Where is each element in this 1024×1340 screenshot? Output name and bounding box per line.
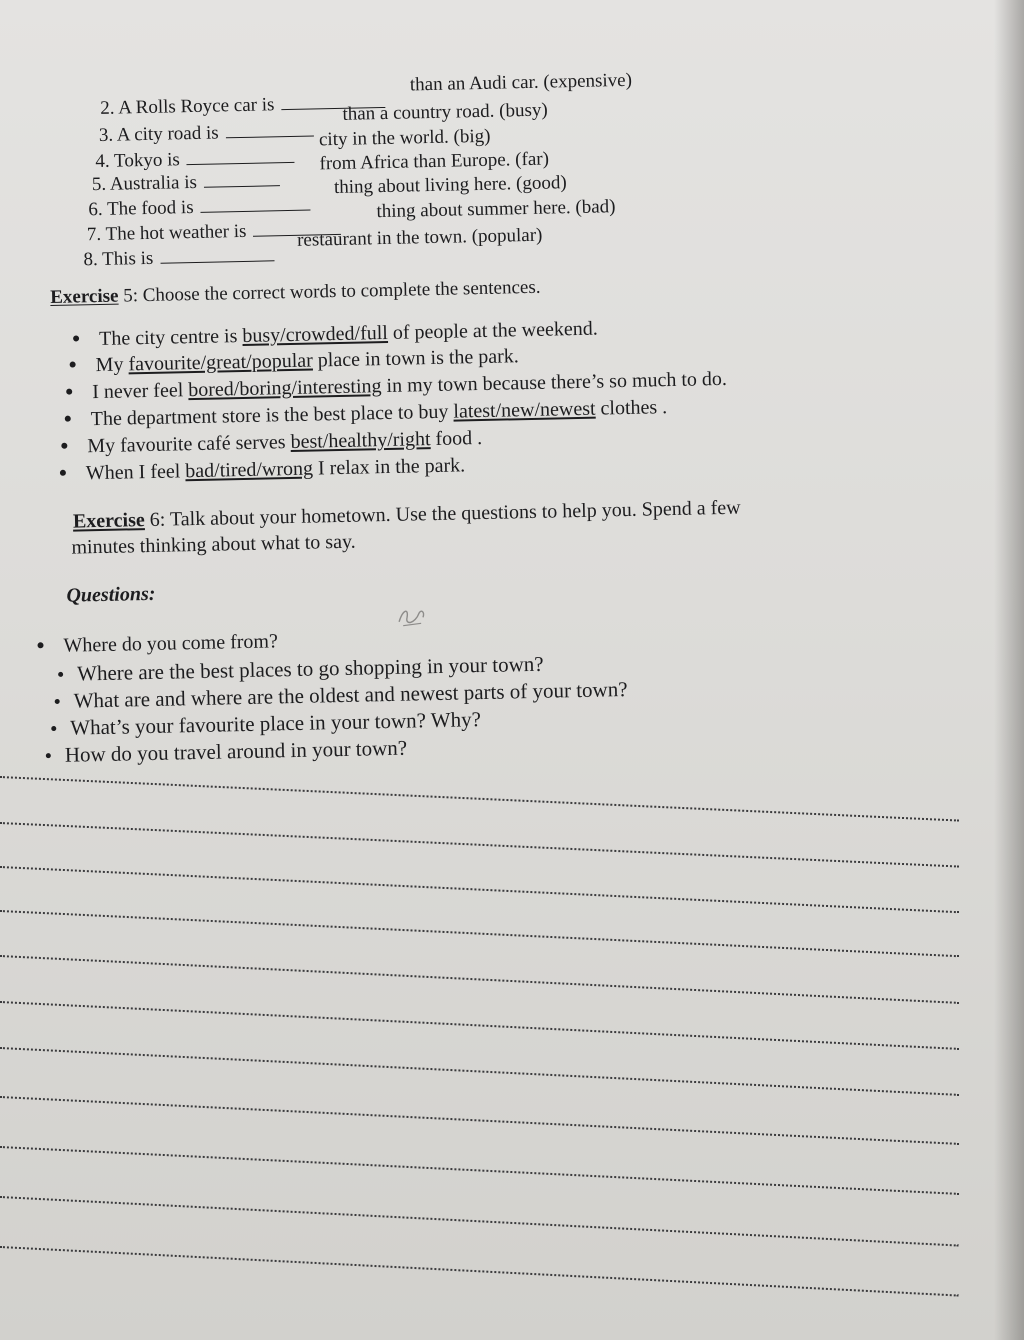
answer-blank xyxy=(225,134,313,138)
word-options: busy/crowded/full xyxy=(242,321,389,347)
question-item: What’s your favourite place in your town? Why? xyxy=(51,707,481,741)
answer-blank xyxy=(187,161,295,165)
sentence-start: A city road is xyxy=(116,122,219,146)
item-number: 6. xyxy=(88,198,103,221)
sentence-4-end: city in the world. (big) xyxy=(318,125,491,151)
pencil-mark-icon xyxy=(395,603,430,630)
bullet-icon xyxy=(37,643,43,649)
exercise-5-title: Exercise xyxy=(50,285,119,309)
word-options: best/healthy/right xyxy=(290,428,431,454)
item-number: 3. xyxy=(98,124,114,146)
sentence-8-end: restaurant in the town. (popular) xyxy=(296,224,543,251)
sentence-4 xyxy=(95,147,299,173)
bullet-icon xyxy=(70,362,76,368)
item-number: 2. xyxy=(100,97,115,119)
sentence-8 xyxy=(83,245,278,271)
sentence-3-end: than a country road. (busy) xyxy=(342,99,548,125)
word-options: bored/boring/interesting xyxy=(188,375,382,402)
sentence-start: Australia is xyxy=(109,171,198,195)
bullet-icon xyxy=(60,470,66,476)
item-number: 8. xyxy=(83,249,98,271)
bullet-icon xyxy=(46,753,51,758)
exercise-5-item: My favourite/great/popular place in town is the park. xyxy=(69,345,519,377)
sentence-start: This is xyxy=(101,247,154,270)
exercise-5-item: My favourite café serves best/healthy/right food . xyxy=(61,427,482,459)
answer-blank xyxy=(200,209,310,213)
bullet-icon xyxy=(55,699,60,704)
page-edge-shadow xyxy=(994,0,1024,1340)
sentence-7-end: thing about summer here. (bad) xyxy=(376,196,616,223)
bullet-icon xyxy=(73,336,79,342)
sentence-start: The food is xyxy=(106,196,194,220)
exercise-6-heading xyxy=(73,497,741,534)
exercise-5-heading xyxy=(50,277,541,309)
exercise-5-item: When I feel bad/tired/wrong I relax in the park. xyxy=(60,454,466,485)
word-options: bad/tired/wrong xyxy=(185,457,314,483)
item-number: 4. xyxy=(95,150,110,173)
sentence-2-end: than an Audi car. (expensive) xyxy=(409,69,633,96)
bullet-icon xyxy=(65,416,71,422)
question-item: How do you travel around in your town? xyxy=(46,736,408,769)
answer-blank xyxy=(204,184,280,188)
exercise-5-instruction: 5: Choose the correct words to complete the sentences. xyxy=(123,276,541,307)
exercise-5-item: I never feel bored/boring/interesting in my town because there’s so much to do. xyxy=(66,368,727,405)
answer-blank xyxy=(160,259,274,263)
sentence-start: A Rolls Royce car is xyxy=(118,94,275,119)
question-item: Where do you come from? xyxy=(37,630,278,658)
exercise-5-item: The city centre is busy/crowded/full of people at the weekend. xyxy=(73,318,598,352)
sentence-6-end: thing about living here. (good) xyxy=(333,172,567,199)
exercise-6-instruction-line-2: minutes thinking about what to say. xyxy=(71,530,356,559)
exercise-6-title: Exercise xyxy=(72,509,145,533)
bullet-icon xyxy=(51,726,56,731)
bullet-icon xyxy=(66,389,72,395)
questions-label: Questions: xyxy=(66,582,156,607)
item-number: 7. xyxy=(86,223,102,246)
word-options: favourite/great/popular xyxy=(128,349,314,376)
sentence-start: Tokyo is xyxy=(113,149,180,172)
bullet-icon xyxy=(58,672,63,677)
sentence-5-end: from Africa than Europe. (far) xyxy=(319,148,550,175)
sentence-5 xyxy=(92,170,284,196)
exercise-6-instruction: 6: Talk about your hometown. Use the questions to help you. Spend a few xyxy=(149,496,741,531)
item-number: 5. xyxy=(91,173,107,196)
sentence-6 xyxy=(88,194,314,221)
word-options: latest/new/newest xyxy=(453,397,596,423)
question-item: What are and where are the oldest and newest parts of your town? xyxy=(54,677,627,714)
sentence-3 xyxy=(99,120,318,147)
sentence-start: The hot weather is xyxy=(105,220,247,245)
exercise-5-item: The department store is the best place to buy latest/new/newest clothes . xyxy=(65,396,668,432)
question-item: Where are the best places to go shopping in your town? xyxy=(58,652,544,687)
bullet-icon xyxy=(61,443,67,449)
